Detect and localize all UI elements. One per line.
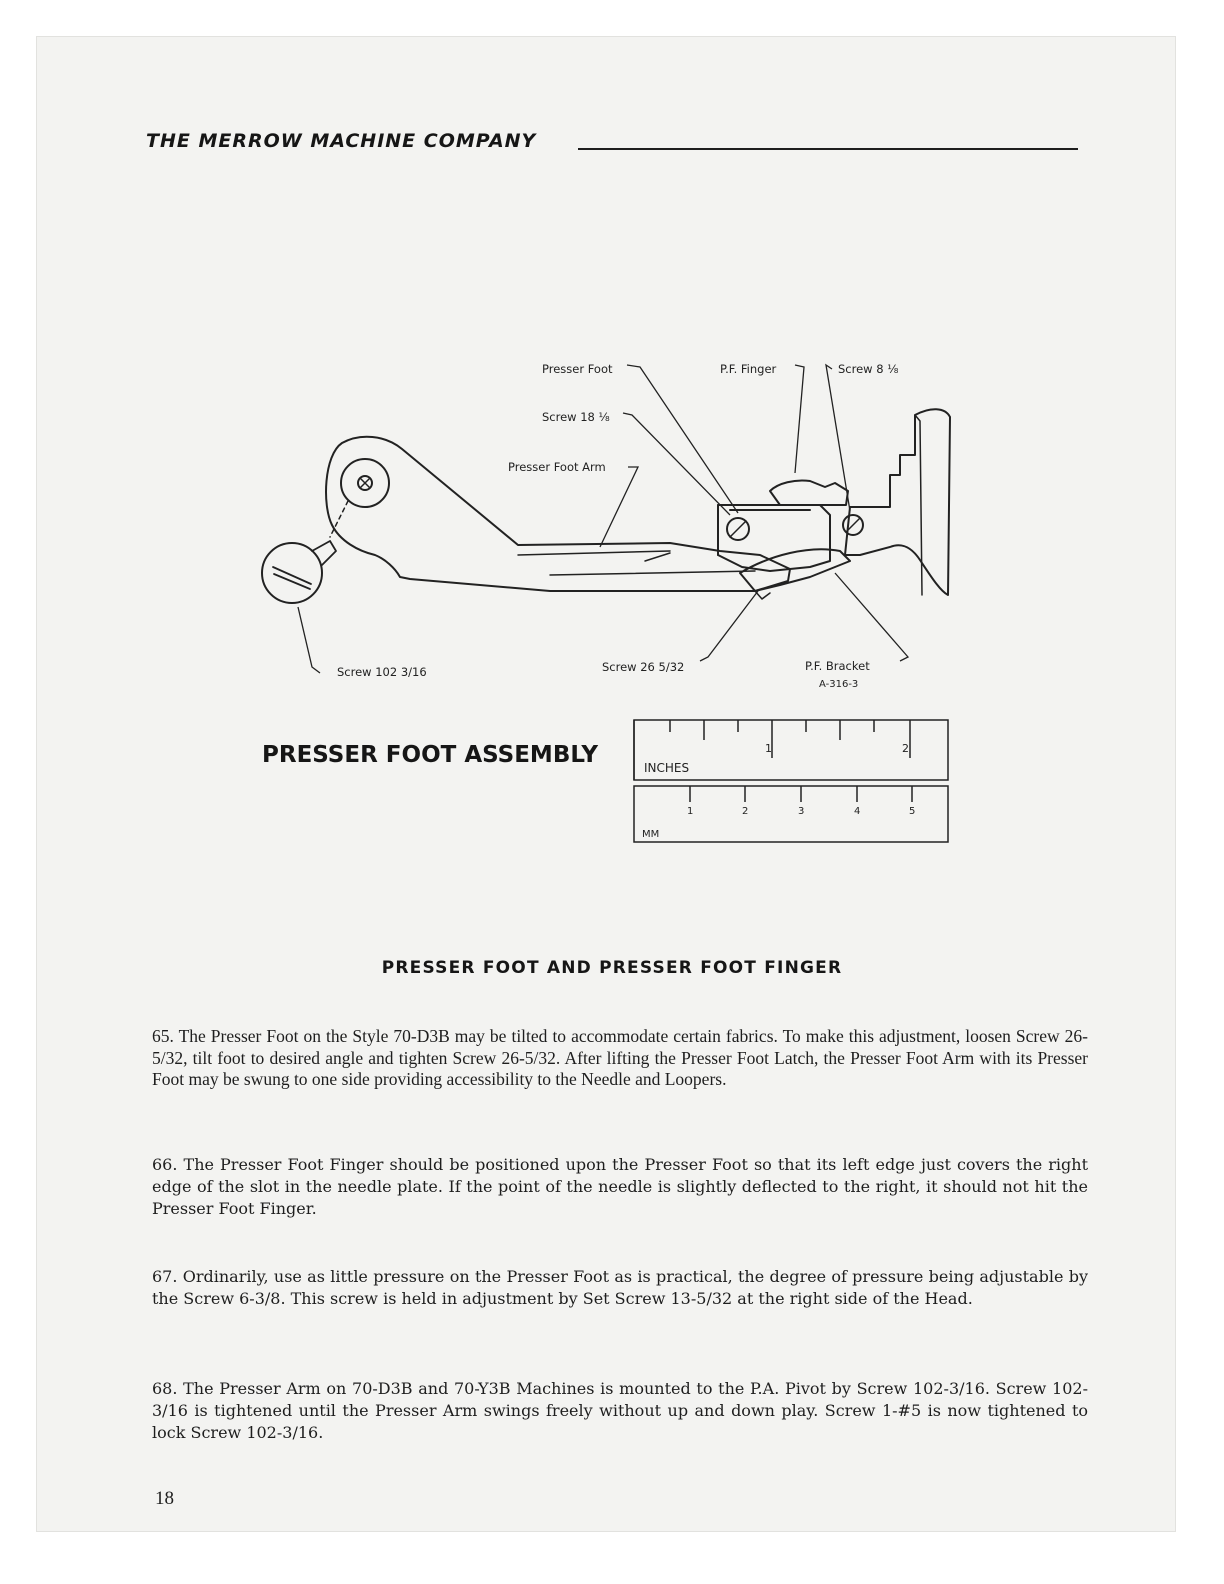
pf-bracket: [845, 409, 950, 595]
paragraph-66: 66. The Presser Foot Finger should be positioned upon the Presser Foot so that its left edge just covers the right edge of the slot in the needle plate. If the point of the needle is slightly deflected to the right, it should not hit the Presser Foot Finger.: [152, 1155, 1088, 1218]
mm-tick-2: 2: [742, 806, 749, 817]
label-pf-bracket: P.F. Bracket: [805, 659, 870, 673]
mm-tick-4: 4: [854, 806, 861, 817]
mm-ruler-box: [634, 786, 948, 842]
label-pf-finger: P.F. Finger: [720, 362, 777, 376]
presser-foot-diagram: [250, 355, 970, 695]
section-title: PRESSER FOOT AND PRESSER FOOT FINGER: [381, 958, 843, 978]
screw-102-head: [262, 543, 322, 603]
inches-tick-2: 2: [902, 742, 909, 755]
company-name: THE MERROW MACHINE COMPANY: [146, 130, 537, 152]
label-screw-102: Screw 102 3/16: [337, 665, 427, 679]
label-presser-foot: Presser Foot: [542, 362, 613, 376]
mm-ticks: [690, 786, 912, 802]
presser-foot-drawing: [250, 355, 970, 695]
label-screw-18: Screw 18 ⅛: [542, 410, 610, 424]
page-header: [146, 130, 1078, 160]
mm-label: MM: [642, 829, 660, 840]
paragraph-67: 67. Ordinarily, use as little pressure on the Presser Foot as is practical, the degree of pressure being adjustable by the Screw 6-3/8. This screw is held in adjustment by Set Screw 13-5/32 at the right side of the Head.: [152, 1267, 1088, 1308]
assembly-title: PRESSER FOOT ASSEMBLY: [262, 742, 599, 768]
scale-rulers-drawing: [632, 718, 950, 846]
header-rule: [578, 148, 1078, 150]
page-number: 18: [155, 1488, 174, 1509]
mm-tick-3: 3: [798, 806, 805, 817]
label-presser-foot-arm: Presser Foot Arm: [508, 460, 606, 474]
inches-tick-1: 1: [765, 742, 772, 755]
inches-label: INCHES: [644, 761, 690, 775]
mm-tick-5: 5: [909, 806, 916, 817]
mm-tick-1: 1: [687, 806, 694, 817]
paragraph-68: 68. The Presser Arm on 70-D3B and 70-Y3B Machines is mounted to the P.A. Pivot by Screw 102-3/16. Screw 102-3/16 is tightened until the Presser Arm swings freely without up and down play. Screw 1-#5 is now tightened to lock Screw 102-3/16.: [152, 1379, 1088, 1442]
label-screw-8: Screw 8 ⅛: [838, 362, 899, 376]
label-figure-code: A-316-3: [819, 679, 859, 690]
inches-ticks: [670, 720, 910, 758]
label-screw-26: Screw 26 5/32: [602, 660, 685, 674]
scale-rulers: [632, 718, 950, 846]
pf-finger: [770, 480, 848, 505]
paragraph-65: 65. The Presser Foot on the Style 70-D3B may be tilted to accommodate certain fabrics. To make this adjustment, loosen Screw 26-5/32, tilt foot to desired angle and tighten Screw 26-5/32. After lifting the Presser Foot Latch, the Presser Foot Arm with its Presser Foot may be swung to one side providing accessibility to the Needle and Loopers.: [152, 1026, 1088, 1089]
